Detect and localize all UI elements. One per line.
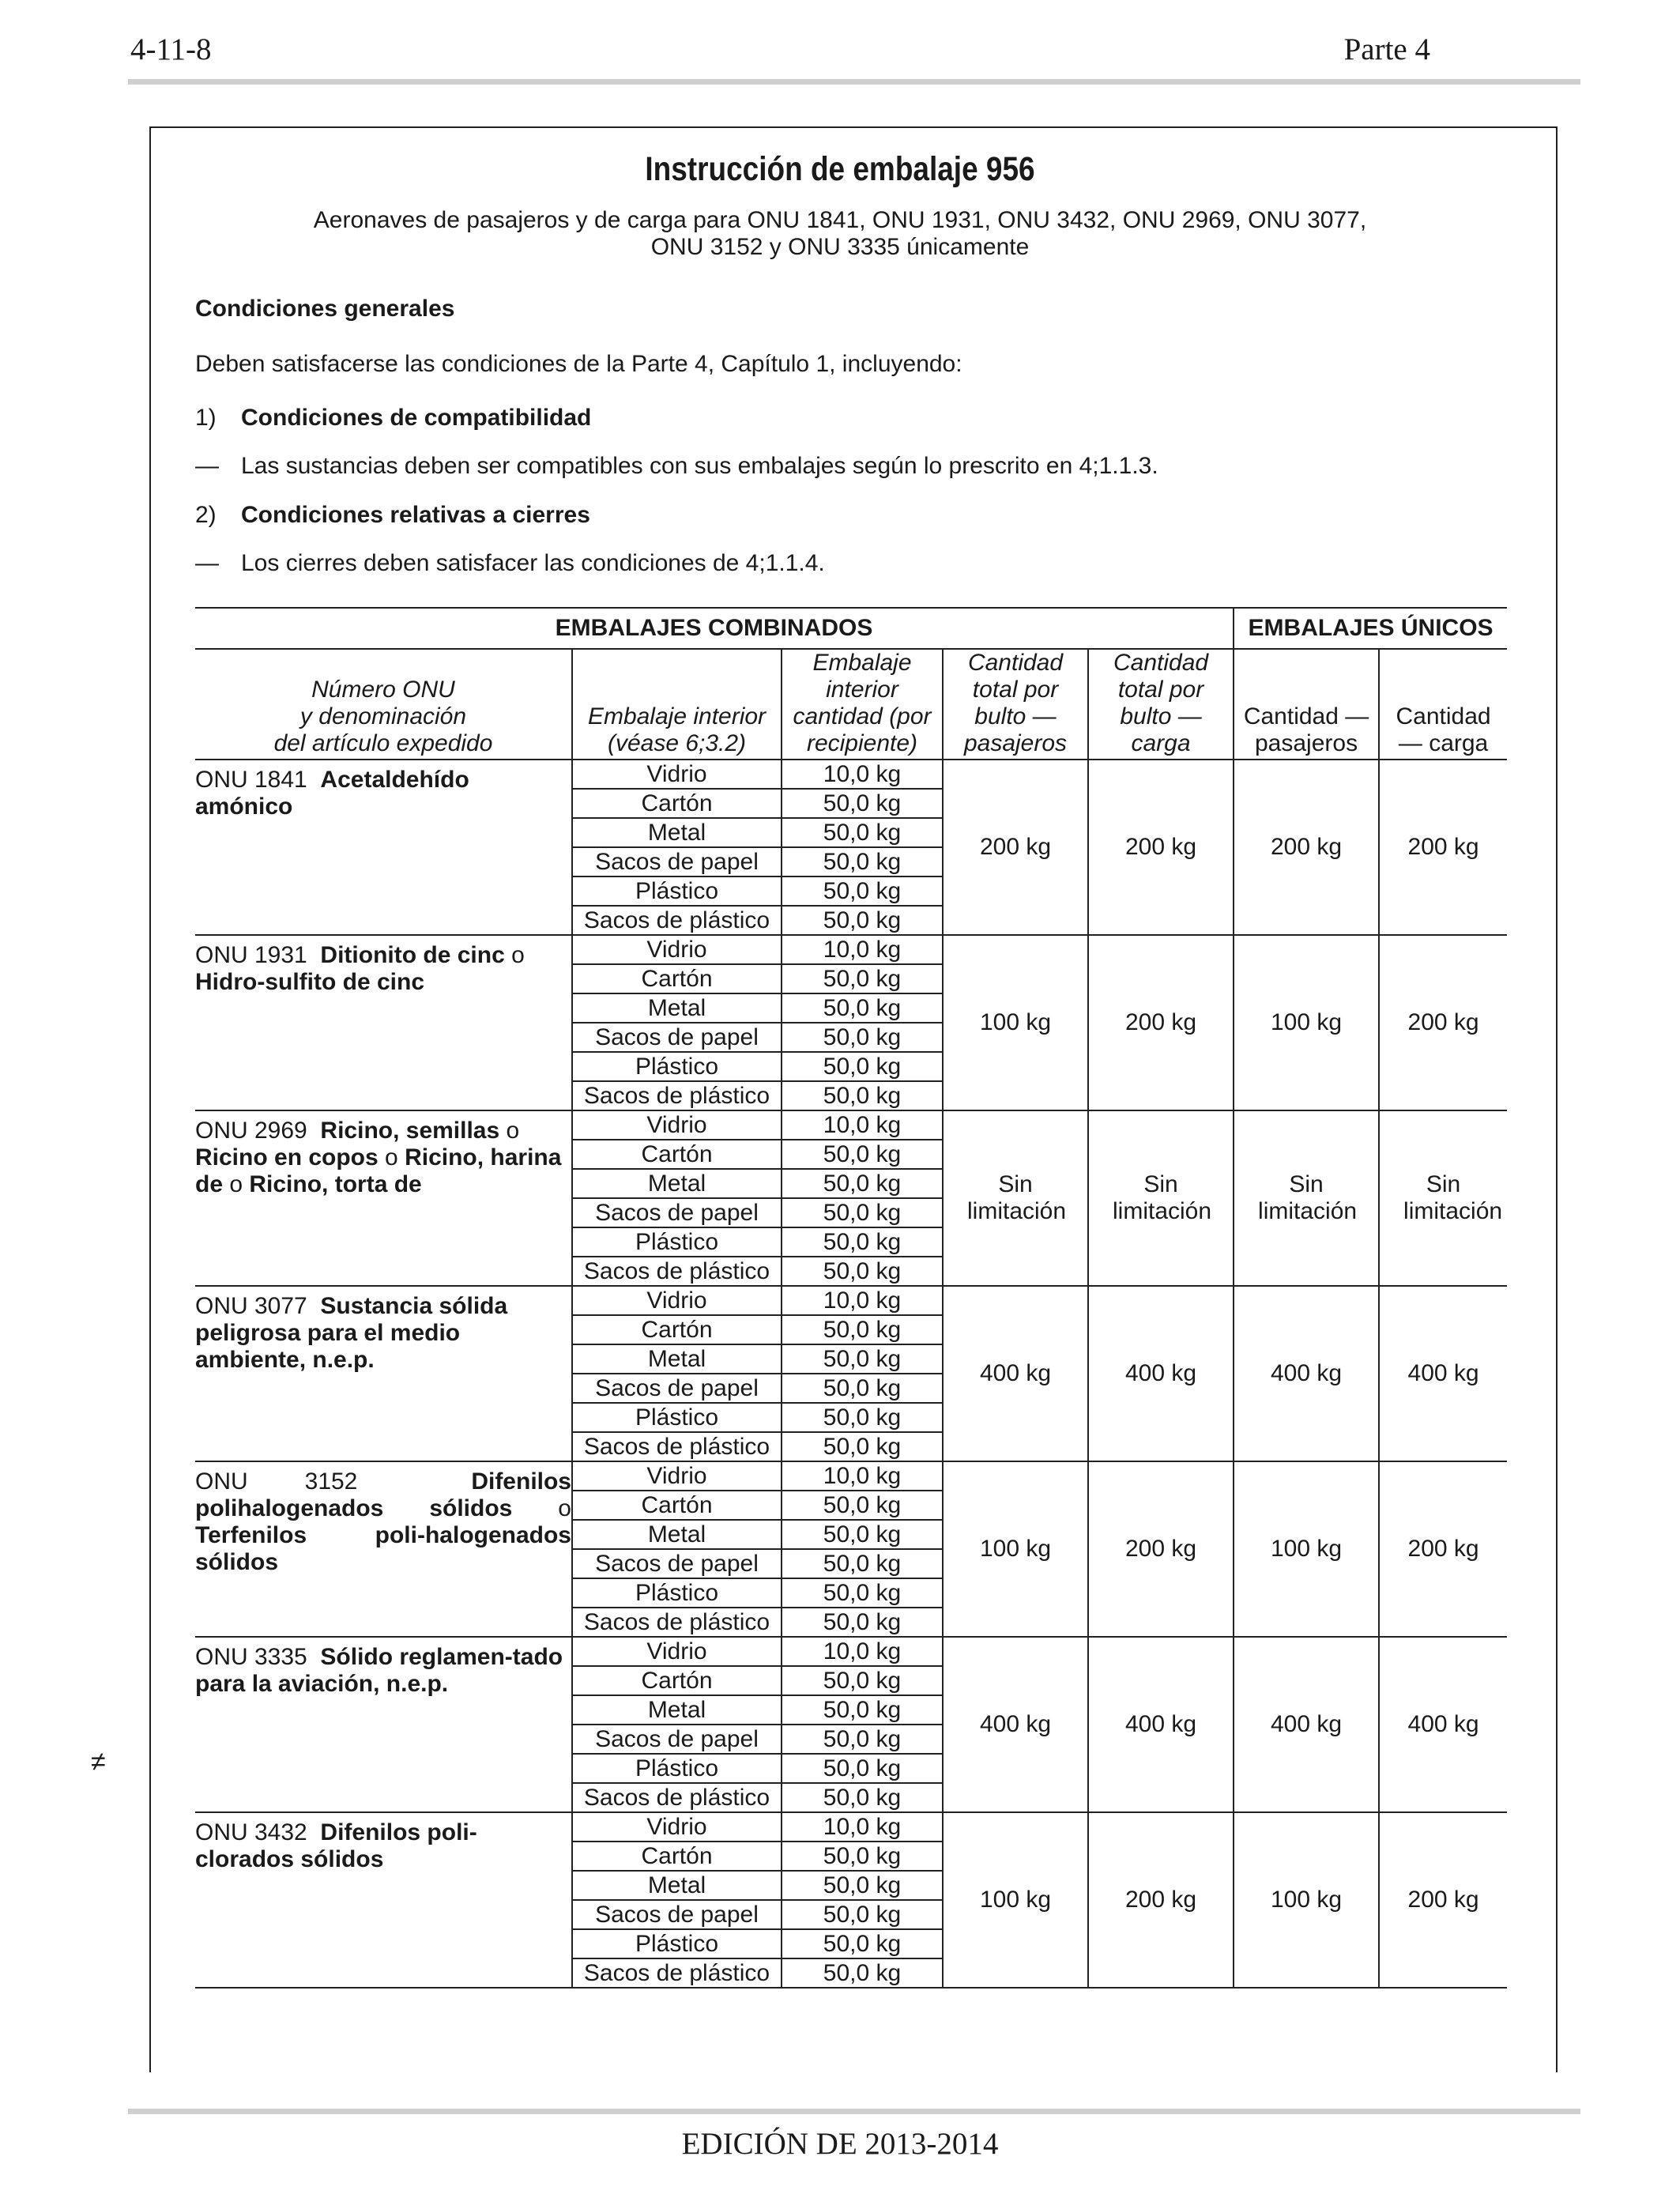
- single-passenger-qty: 200 kg: [1234, 760, 1379, 935]
- header-line: (véase 6;3.2): [607, 730, 747, 756]
- single-passenger-qty: 100 kg: [1234, 1461, 1379, 1637]
- inner-packaging: Sacos de papel: [572, 1725, 782, 1754]
- substance-name: Sustancia sólida peligrosa para el medio ambiente, n.e.p.: [195, 1293, 508, 1373]
- packaging-row: [195, 1461, 1507, 1491]
- inner-quantity: 50,0 kg: [782, 789, 943, 818]
- inner-packaging: Sacos de papel: [572, 1198, 782, 1227]
- inner-packaging: Sacos de papel: [572, 1374, 782, 1403]
- inner-quantity: 50,0 kg: [782, 1608, 943, 1637]
- inner-quantity: 50,0 kg: [782, 1871, 943, 1900]
- col-single-cargo-header: [1379, 649, 1507, 760]
- inner-quantity: 10,0 kg: [782, 1110, 943, 1140]
- packaging-row: [195, 935, 1507, 964]
- substance-name: Ditionito de cinc: [320, 942, 505, 968]
- inner-packaging: Plástico: [572, 876, 782, 906]
- general-intro: Deben satisfacerse las condiciones de la Parte 4, Capítulo 1, incluyendo:: [195, 351, 962, 377]
- section-header-row: [195, 608, 1507, 649]
- total-passenger-qty: 400 kg: [943, 1637, 1088, 1812]
- inner-quantity: 50,0 kg: [782, 1578, 943, 1608]
- packaging-row: [195, 1110, 1507, 1140]
- inner-packaging: Vidrio: [572, 760, 782, 789]
- item-dash: —: [195, 550, 219, 576]
- name-connector: o: [499, 1118, 520, 1144]
- inner-packaging: Vidrio: [572, 1110, 782, 1140]
- col-un-header: [195, 649, 572, 760]
- total-passenger-qty: 400 kg: [943, 1286, 1088, 1461]
- header-line: carga: [1131, 730, 1191, 756]
- item-text: Los cierres deben satisfacer las condiciones de 4;1.1.4.: [241, 550, 825, 576]
- inner-packaging: Metal: [572, 1520, 782, 1549]
- inner-packaging: Sacos de plástico: [572, 1783, 782, 1812]
- header-line: Embalaje: [812, 650, 912, 676]
- inner-packaging: Cartón: [572, 789, 782, 818]
- total-cargo-qty: 400 kg: [1088, 1637, 1234, 1812]
- inner-quantity: 50,0 kg: [782, 1052, 943, 1081]
- inner-quantity: 50,0 kg: [782, 1958, 943, 1988]
- packaging-row: [195, 1812, 1507, 1842]
- inner-packaging: Vidrio: [572, 1637, 782, 1666]
- inner-quantity: 10,0 kg: [782, 1461, 943, 1491]
- inner-packaging: Vidrio: [572, 1812, 782, 1842]
- name-connector: o: [512, 1495, 571, 1521]
- header-line: Número ONU: [311, 677, 455, 703]
- inner-quantity: 50,0 kg: [782, 1842, 943, 1871]
- name-connector: o: [378, 1144, 405, 1171]
- packaging-row: [195, 1637, 1507, 1666]
- inner-quantity: 50,0 kg: [782, 1227, 943, 1257]
- header-line: total por: [1117, 677, 1204, 703]
- inner-quantity: 50,0 kg: [782, 1754, 943, 1783]
- header-line: pasajeros: [963, 730, 1068, 756]
- header-line: del artículo expedido: [273, 730, 493, 756]
- inner-quantity: 50,0 kg: [782, 1725, 943, 1754]
- inner-packaging: Plástico: [572, 1227, 782, 1257]
- change-mark: ≠: [91, 1747, 106, 1777]
- substance-name: Ricino, harina de: [195, 1144, 562, 1197]
- inner-packaging: Sacos de plástico: [572, 1432, 782, 1461]
- item-number: 2): [195, 502, 217, 528]
- inner-quantity: 50,0 kg: [782, 1023, 943, 1052]
- total-passenger-qty: Sin limitación: [943, 1110, 1088, 1286]
- column-header-row: [195, 649, 1507, 760]
- single-passenger-qty: 100 kg: [1234, 935, 1379, 1110]
- inner-packaging: Vidrio: [572, 935, 782, 964]
- item-text: Las sustancias deben ser compatibles con sus embalajes según lo prescrito en 4;1.1.3.: [241, 453, 1158, 479]
- inner-quantity: 50,0 kg: [782, 1432, 943, 1461]
- entries-body: [195, 760, 1507, 1988]
- header-line: — carga: [1398, 730, 1489, 756]
- single-passenger-qty: 100 kg: [1234, 1812, 1379, 1988]
- substance-name: Ricino, torta de: [249, 1171, 422, 1197]
- inner-quantity: 50,0 kg: [782, 847, 943, 876]
- inner-packaging: Cartón: [572, 964, 782, 993]
- total-cargo-qty: 200 kg: [1088, 760, 1234, 935]
- header-line: Cantidad: [967, 650, 1064, 676]
- inner-packaging: Sacos de papel: [572, 1900, 782, 1929]
- footer-rule: [128, 2109, 1580, 2114]
- total-passenger-qty: 100 kg: [943, 1461, 1088, 1637]
- inner-quantity: 50,0 kg: [782, 1140, 943, 1169]
- single-cargo-qty: 400 kg: [1379, 1286, 1507, 1461]
- total-passenger-qty: 100 kg: [943, 935, 1088, 1110]
- inner-quantity: 10,0 kg: [782, 935, 943, 964]
- total-cargo-qty: 200 kg: [1088, 935, 1234, 1110]
- inner-quantity: 50,0 kg: [782, 1695, 943, 1725]
- inner-quantity: 50,0 kg: [782, 1491, 943, 1520]
- inner-packaging: Vidrio: [572, 1461, 782, 1491]
- inner-packaging: Cartón: [572, 1315, 782, 1344]
- inner-packaging: Sacos de plástico: [572, 906, 782, 935]
- header-line: Cantidad: [1113, 650, 1209, 676]
- col-single-pax-header: [1234, 649, 1379, 760]
- inner-packaging: Cartón: [572, 1842, 782, 1871]
- header-rule: [128, 79, 1580, 85]
- inner-quantity: 50,0 kg: [782, 818, 943, 847]
- header-line: bulto —: [1120, 703, 1202, 729]
- inner-packaging: Sacos de plástico: [572, 1257, 782, 1286]
- header-line: interior: [826, 677, 898, 703]
- un-entry: [195, 1461, 572, 1637]
- inner-quantity: 50,0 kg: [782, 1403, 943, 1432]
- inner-quantity: 50,0 kg: [782, 1666, 943, 1695]
- total-passenger-qty: 200 kg: [943, 760, 1088, 935]
- single-passenger-qty: 400 kg: [1234, 1286, 1379, 1461]
- total-passenger-qty: 100 kg: [943, 1812, 1088, 1988]
- inner-packaging: Plástico: [572, 1403, 782, 1432]
- un-entry: [195, 1812, 572, 1988]
- inner-packaging: Metal: [572, 993, 782, 1023]
- col-total-pax-header: [943, 649, 1088, 760]
- inner-quantity: 50,0 kg: [782, 906, 943, 935]
- header-line: Embalaje interior: [587, 703, 767, 729]
- col-inner-qty-header: [782, 649, 943, 760]
- total-cargo-qty: 200 kg: [1088, 1461, 1234, 1637]
- item-number: 1): [195, 405, 217, 431]
- part-label: Parte 4: [1343, 32, 1430, 66]
- inner-quantity: 50,0 kg: [782, 964, 943, 993]
- page-number: 4-11-8: [130, 32, 212, 66]
- un-number: ONU 1841: [195, 767, 307, 793]
- inner-quantity: 50,0 kg: [782, 1169, 943, 1198]
- un-number: ONU 3432: [195, 1819, 307, 1845]
- substance-name: Hidro-sulfito de cinc: [195, 969, 425, 995]
- un-number: ONU 3335: [195, 1644, 307, 1670]
- inner-packaging: Plástico: [572, 1052, 782, 1081]
- inner-packaging: Sacos de plástico: [572, 1081, 782, 1110]
- inner-quantity: 10,0 kg: [782, 760, 943, 789]
- inner-quantity: 50,0 kg: [782, 1315, 943, 1344]
- single-passenger-qty: Sin limitación: [1234, 1110, 1379, 1286]
- inner-quantity: 50,0 kg: [782, 1198, 943, 1227]
- inner-packaging: Metal: [572, 818, 782, 847]
- packaging-row: [195, 760, 1507, 789]
- substance-name: Ricino, semillas: [320, 1118, 500, 1144]
- col-total-cargo-header: [1088, 649, 1234, 760]
- inner-packaging: Metal: [572, 1871, 782, 1900]
- inner-packaging: Sacos de papel: [572, 1549, 782, 1578]
- packing-table: [195, 607, 1507, 1989]
- un-entry: [195, 935, 572, 1110]
- single-cargo-qty: 200 kg: [1379, 1812, 1507, 1988]
- header-line: pasajeros: [1255, 730, 1358, 756]
- un-entry: [195, 760, 572, 935]
- inner-quantity: 50,0 kg: [782, 1257, 943, 1286]
- section-single: EMBALAJES ÚNICOS: [1234, 608, 1507, 649]
- inner-packaging: Sacos de papel: [572, 1023, 782, 1052]
- total-cargo-qty: 400 kg: [1088, 1286, 1234, 1461]
- inner-packaging: Sacos de papel: [572, 847, 782, 876]
- inner-packaging: Cartón: [572, 1491, 782, 1520]
- header-line: y denominación: [299, 703, 467, 729]
- inner-quantity: 50,0 kg: [782, 1344, 943, 1374]
- inner-packaging: Metal: [572, 1344, 782, 1374]
- header-line: Cantidad —: [1243, 703, 1369, 729]
- inner-quantity: 50,0 kg: [782, 1549, 943, 1578]
- inner-quantity: 50,0 kg: [782, 876, 943, 906]
- inner-packaging: Sacos de plástico: [572, 1958, 782, 1988]
- substance-name: Difenilos polihalogenados sólidos: [195, 1468, 571, 1521]
- un-entry: [195, 1637, 572, 1812]
- substance-name: Terfenilos poli-halogenados sólidos: [195, 1522, 571, 1575]
- inner-packaging: Plástico: [572, 1578, 782, 1608]
- total-cargo-qty: 200 kg: [1088, 1812, 1234, 1988]
- general-heading: Condiciones generales: [195, 296, 455, 322]
- header-line: Cantidad: [1396, 703, 1491, 729]
- single-passenger-qty: 400 kg: [1234, 1637, 1379, 1812]
- single-cargo-qty: 200 kg: [1379, 1461, 1507, 1637]
- inner-packaging: Metal: [572, 1695, 782, 1725]
- single-cargo-qty: 400 kg: [1379, 1637, 1507, 1812]
- un-entry: [195, 1110, 572, 1286]
- instruction-subtitle-2: ONU 3152 y ONU 3335 únicamente: [650, 234, 1030, 260]
- inner-packaging: Plástico: [572, 1929, 782, 1958]
- total-cargo-qty: Sin limitación: [1088, 1110, 1234, 1286]
- inner-packaging: Plástico: [572, 1754, 782, 1783]
- item-dash: —: [195, 453, 219, 479]
- inner-quantity: 10,0 kg: [782, 1812, 943, 1842]
- inner-packaging: Vidrio: [572, 1286, 782, 1315]
- header-line: bulto —: [974, 703, 1057, 729]
- single-cargo-qty: 200 kg: [1379, 935, 1507, 1110]
- un-number: ONU 1931: [195, 942, 307, 968]
- inner-quantity: 50,0 kg: [782, 1900, 943, 1929]
- inner-packaging: Cartón: [572, 1666, 782, 1695]
- single-cargo-qty: Sin limitación: [1379, 1110, 1507, 1286]
- inner-quantity: 50,0 kg: [782, 1783, 943, 1812]
- item-title: Condiciones relativas a cierres: [241, 502, 590, 528]
- inner-quantity: 50,0 kg: [782, 1081, 943, 1110]
- substance-name: Ricino en copos: [195, 1144, 379, 1171]
- inner-packaging: Metal: [572, 1169, 782, 1198]
- instruction-title: Instrucción de embalaje 956: [645, 150, 1035, 188]
- substance-name: Acetaldehído amónico: [195, 767, 469, 820]
- inner-packaging: Sacos de plástico: [572, 1608, 782, 1637]
- un-number: ONU 3152: [195, 1468, 358, 1495]
- inner-quantity: 50,0 kg: [782, 993, 943, 1023]
- un-number: ONU 3077: [195, 1293, 307, 1319]
- un-entry: [195, 1286, 572, 1461]
- inner-quantity: 50,0 kg: [782, 1520, 943, 1549]
- header-line: cantidad (por: [793, 703, 932, 729]
- packaging-row: [195, 1286, 1507, 1315]
- col-inner-header: [572, 649, 782, 760]
- instruction-subtitle-1: Aeronaves de pasajeros y de carga para ONU 1841, ONU 1931, ONU 3432, ONU 2969, ONU 3077,: [313, 207, 1367, 233]
- name-connector: o: [504, 942, 525, 968]
- inner-quantity: 50,0 kg: [782, 1374, 943, 1403]
- header-line: total por: [972, 677, 1059, 703]
- inner-quantity: 10,0 kg: [782, 1286, 943, 1315]
- item-title: Condiciones de compatibilidad: [241, 405, 592, 431]
- substance-name: Sólido reglamen-tado para la aviación, n.e.p.: [195, 1644, 563, 1697]
- substance-name: Difenilos poli-clorados sólidos: [195, 1819, 477, 1872]
- edition-footer: EDICIÓN DE 2013-2014: [681, 2127, 999, 2161]
- section-combined: EMBALAJES COMBINADOS: [195, 608, 1234, 649]
- inner-quantity: 50,0 kg: [782, 1929, 943, 1958]
- inner-quantity: 10,0 kg: [782, 1637, 943, 1666]
- single-cargo-qty: 200 kg: [1379, 760, 1507, 935]
- un-number: ONU 2969: [195, 1118, 307, 1144]
- inner-packaging: Cartón: [572, 1140, 782, 1169]
- name-connector: o: [223, 1171, 250, 1197]
- header-line: recipiente): [806, 730, 918, 756]
